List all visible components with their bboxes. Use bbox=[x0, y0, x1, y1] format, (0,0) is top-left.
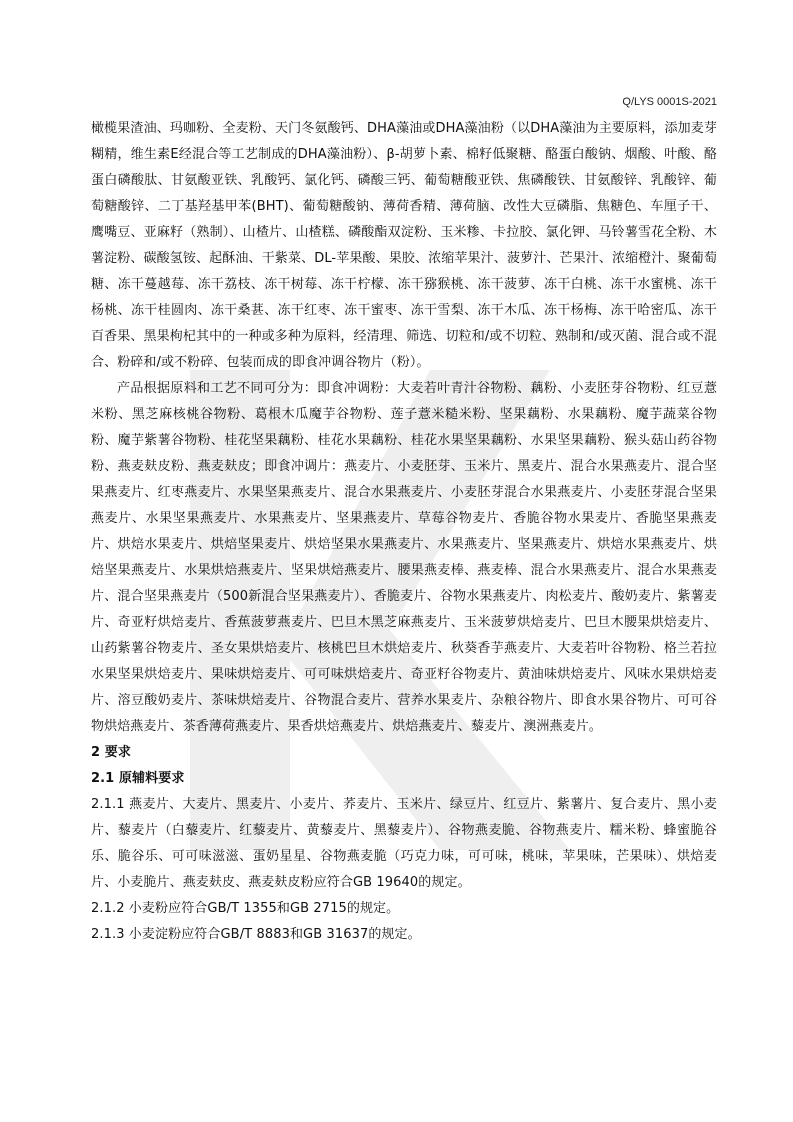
clause-2-1-1: 2.1.1 燕麦片、大麦片、黑麦片、小麦片、荞麦片、玉米片、绿豆片、红豆片、紫薯片、复合麦片、黑小麦片、藜麦片（白藜麦片、红藜麦片、黄藜麦片、黑藜麦片）、谷物燕麦脆、谷物燕麦片、糯米粉、蜂蜜脆谷乐、脆谷乐、可可味滋滋、蛋奶星星、谷物燕麦脆（巧克力味，可可味，桃味，苹果味，芒果味）、烘焙麦片、小麦脆片、燕麦麸皮、燕麦麸皮粉应符合GB 19640的规定。 bbox=[91, 797, 717, 890]
ingredients-paragraph: 橄榄果渣油、玛咖粉、全麦粉、天门冬氨酸钙、DHA藻油或DHA藻油粉（以DHA藻油为主要原料，添加麦芽糊精，维生素E经混合等工艺制成的DHA藻油粉）、β-胡萝卜素、棉籽低聚糖、酪蛋白酸钠、烟酸、叶酸、酪蛋白磷酸肽、甘氨酸亚铁、乳酸钙、氯化钙、磷酸三钙、葡萄糖酸亚铁、焦磷酸铁、甘氨酸锌、乳酸锌、葡萄糖酸锌、二丁基羟基甲苯(BHT)、葡萄糖酸钠、薄荷香精、薄荷脑、改性大豆磷脂、焦糖色、车厘子干、鹰嘴豆、亚麻籽（熟制）、山楂片、山楂糕、磷酸酯双淀粉、玉米糁、卡拉胶、氯化钾、马铃薯雪花全粉、木薯淀粉、碳酸氢铵、起酥油、干紫菜、DL-苹果酸、果胶、浓缩苹果汁、菠萝汁、芒果汁、浓缩橙汁、聚葡萄糖、冻干蔓越莓、冻干荔枝、冻干树莓、冻干柠檬、冻干猕猴桃、冻干菠萝、冻干白桃、冻干水蜜桃、冻干杨桃、冻干桂圆肉、冻干桑葚、冻干红枣、冻干蜜枣、冻干雪梨、冻干木瓜、冻干杨梅、冻干哈密瓜、冻干百香果、黑果枸杞其中的一种或多种为原料，经清理、筛选、切粒和/或不切粒、熟制和/或灭菌、混合或不混合、粉碎和/或不粉碎、包装而成的即食冲调谷物片（粉）。 bbox=[91, 121, 717, 370]
document-code: Q/LYS 0001S-2021 bbox=[622, 96, 717, 108]
section-heading-requirements: 2 要求 bbox=[91, 745, 131, 760]
clause-2-1-3: 2.1.3 小麦淀粉应符合GB/T 8883和GB 31637的规定。 bbox=[91, 927, 421, 942]
document-body bbox=[91, 116, 717, 948]
subsection-heading-raw-materials: 2.1 原辅料要求 bbox=[91, 771, 185, 786]
clause-2-1-2: 2.1.2 小麦粉应符合GB/T 1355和GB 2715的规定。 bbox=[91, 901, 400, 916]
classification-paragraph: 产品根据原料和工艺不同可分为：即食冲调粉：大麦若叶青汁谷物粉、藕粉、小麦胚芽谷物粉、红豆薏米粉、黑芝麻核桃谷物粉、葛根木瓜魔芋谷物粉、莲子薏米糙米粉、坚果藕粉、水果藕粉、魔芋蔬菜谷物粉、魔芋紫薯谷物粉、桂花坚果藕粉、桂花水果藕粉、桂花水果坚果藕粉、水果坚果藕粉、猴头菇山药谷物粉、燕麦麸皮粉、燕麦麸皮；即食冲调片：燕麦片、小麦胚芽、玉米片、黑麦片、混合水果燕麦片、混合坚果燕麦片、红枣燕麦片、水果坚果燕麦片、混合水果燕麦片、小麦胚芽混合水果燕麦片、小麦胚芽混合坚果燕麦片、水果坚果燕麦片、水果燕麦片、坚果燕麦片、草莓谷物麦片、香脆谷物水果麦片、香脆坚果燕麦片、烘焙水果麦片、烘焙坚果麦片、烘焙坚果水果燕麦片、水果燕麦片、坚果燕麦片、烘焙水果燕麦片、烘焙坚果燕麦片、水果烘焙燕麦片、坚果烘焙燕麦片、腰果燕麦棒、燕麦棒、混合水果燕麦片、混合水果燕麦片、混合坚果燕麦片（500新混合坚果燕麦片）、香脆麦片、谷物水果燕麦片、肉松麦片、酸奶麦片、紫薯麦片、奇亚籽烘焙麦片、香蕉菠萝燕麦片、巴旦木黑芝麻燕麦片、玉米菠萝烘焙麦片、巴旦木腰果烘焙麦片、山药紫薯谷物麦片、圣女果烘焙麦片、核桃巴旦木烘焙麦片、秋葵香芋燕麦片、大麦若叶谷物粉、格兰若拉水果坚果烘焙麦片、果味烘焙麦片、可可味烘焙麦片、奇亚籽谷物麦片、黄油味烘焙麦片、风味水果烘焙麦片、溶豆酸奶麦片、茶味烘焙麦片、谷物混合麦片、营养水果麦片、杂粮谷物片、即食水果谷物片、可可谷物烘焙燕麦片、茶香薄荷燕麦片、果香烘焙燕麦片、烘焙燕麦片、藜麦片、澳洲燕麦片。 bbox=[91, 381, 717, 734]
